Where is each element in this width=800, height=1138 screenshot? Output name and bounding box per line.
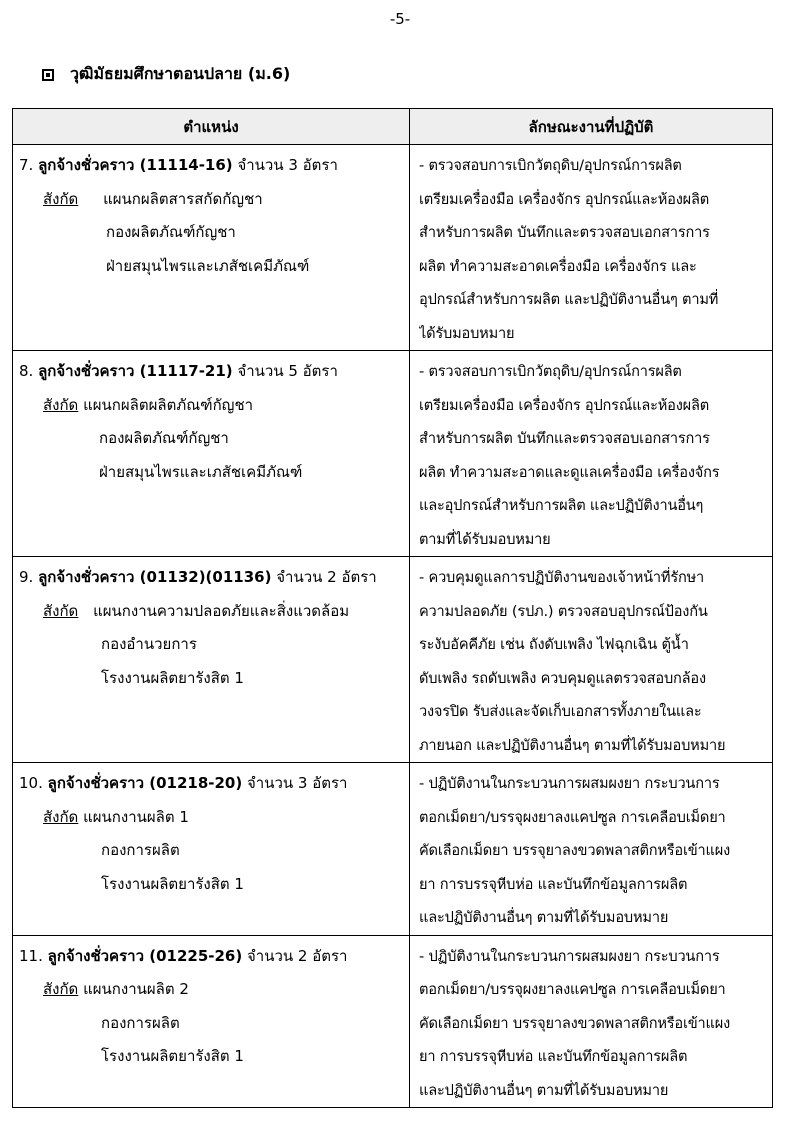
duty-line: ภายนอก และปฏิบัติงานอื่นๆ ตามที่ได้รับมอบหมาย <box>419 736 726 754</box>
duty-line: สำหรับการผลิต บันทึกและตรวจสอบเอกสารการ <box>419 224 710 241</box>
position-title: ลูกจ้างชั่วคราว (01218-20) <box>47 774 243 792</box>
affiliation-label: สังกัด <box>43 601 79 620</box>
table-header-row <box>13 109 773 145</box>
division-name: กองผลิตภัณฑ์กัญชา <box>99 429 229 447</box>
duty-line: และปฏิบัติงานอื่นๆ ตามที่ได้รับมอบหมาย <box>419 909 669 926</box>
section-title <box>42 62 290 87</box>
position-cell <box>13 763 410 936</box>
duty-line: ระงับอัคคีภัย เช่น ถังดับเพลิง ไฟฉุกเฉิน ตู้น้ำ <box>419 636 689 653</box>
duty-line: ผลิต ทำความสะอาดและดูแลเครื่องมือ เครื่องจักร <box>419 463 720 481</box>
position-title: ลูกจ้างชั่วคราว (01132)(01136) <box>38 568 272 586</box>
unit-name: แผนกผลิตผลิตภัณฑ์กัญชา <box>83 395 254 414</box>
row-number: 10. <box>19 774 43 792</box>
unit-name: แผนกงานความปลอดภัยและสิ่งแวดล้อม <box>93 601 350 620</box>
department-name: ฝ่ายสมุนไพรและเภสัชเคมีภัณฑ์ <box>106 256 310 275</box>
duty-line: ผลิต ทำความสะอาดเครื่องมือ เครื่องจักร และ <box>419 257 697 275</box>
duty-line: คัดเลือกเม็ดยา บรรจุยาลงขวดพลาสติกหรือเข้าแผง <box>419 842 731 859</box>
header-position: ตำแหน่ง <box>13 109 410 145</box>
page-number: -5- <box>389 10 411 28</box>
square-bullet-icon <box>42 69 54 81</box>
duties-cell <box>410 557 773 763</box>
position-cell <box>13 935 410 1108</box>
duty-line: - ตรวจสอบการเบิกวัตถุดิบ/อุปกรณ์การผลิต <box>419 363 682 380</box>
duty-line: - ปฏิบัติงานในกระบวนการผสมผงยา กระบวนการ <box>419 775 720 792</box>
position-quota: จำนวน 3 อัตรา <box>237 156 338 174</box>
position-quota: จำนวน 2 อัตรา <box>247 946 348 965</box>
duties-cell <box>410 145 773 351</box>
duty-line: - ควบคุมดูแลการปฏิบัติงานของเจ้าหน้าที่รักษา <box>419 569 705 586</box>
table-row <box>13 351 773 557</box>
duty-line: ยา การบรรจุหีบห่อ และบันทึกข้อมูลการผลิต <box>419 1048 688 1065</box>
duties-cell <box>410 763 773 936</box>
affiliation-label: สังกัด <box>43 395 79 414</box>
duty-line: สำหรับการผลิต บันทึกและตรวจสอบเอกสารการ <box>419 430 710 447</box>
row-number: 7. <box>19 156 34 174</box>
duty-line: ตามที่ได้รับมอบหมาย <box>419 530 551 548</box>
department-name: โรงงานผลิตยารังสิต 1 <box>101 668 244 687</box>
duty-line: และปฏิบัติงานอื่นๆ ตามที่ได้รับมอบหมาย <box>419 1081 669 1099</box>
table-row <box>13 145 773 351</box>
row-number: 9. <box>19 568 34 586</box>
affiliation-label: สังกัด <box>43 980 79 998</box>
position-cell <box>13 557 410 763</box>
unit-name: แผนกงานผลิต 1 <box>83 807 189 826</box>
department-name: โรงงานผลิตยารังสิต 1 <box>101 874 244 893</box>
duty-line: อุปกรณ์สำหรับการผลิต และปฏิบัติงานอื่นๆ ตามที่ <box>419 291 719 308</box>
duty-line: เตรียมเครื่องมือ เครื่องจักร อุปกรณ์และห้องผลิต <box>419 190 710 208</box>
duties-cell <box>410 351 773 557</box>
duty-line: ยา การบรรจุหีบห่อ และบันทึกข้อมูลการผลิต <box>419 875 688 893</box>
header-duties: ลักษณะงานที่ปฏิบัติ <box>410 109 773 145</box>
duty-line: วงจรปิด รับส่งและจัดเก็บเอกสารทั้งภายในและ <box>419 703 702 720</box>
table-row <box>13 763 773 936</box>
duty-line: และอุปกรณ์สำหรับการผลิต และปฏิบัติงานอื่นๆ <box>419 497 704 514</box>
duty-line: คัดเลือกเม็ดยา บรรจุยาลงขวดพลาสติกหรือเข้าแผง <box>419 1014 731 1032</box>
division-name: กองการผลิต <box>101 1013 180 1032</box>
affiliation-label: สังกัด <box>43 189 79 208</box>
position-cell <box>13 351 410 557</box>
duty-line: - ตรวจสอบการเบิกวัตถุดิบ/อุปกรณ์การผลิต <box>419 157 682 174</box>
duty-line: ความปลอดภัย (รปภ.) ตรวจสอบอุปกรณ์ป้องกัน <box>419 602 708 620</box>
positions-table <box>12 108 773 1108</box>
position-title: ลูกจ้างชั่วคราว (01225-26) <box>47 946 243 965</box>
position-title: ลูกจ้างชั่วคราว (11117-21) <box>38 362 233 380</box>
position-cell <box>13 145 410 351</box>
duty-line: เตรียมเครื่องมือ เครื่องจักร อุปกรณ์และห้องผลิต <box>419 396 710 414</box>
division-name: กองการผลิต <box>101 841 180 859</box>
duties-cell <box>410 935 773 1108</box>
unit-name: แผนกงานผลิต 2 <box>83 980 189 998</box>
duty-line: ดับเพลิง รถดับเพลิง ควบคุมดูแลตรวจสอบกล้อง <box>419 669 706 687</box>
position-quota: จำนวน 2 อัตรา <box>276 568 377 586</box>
duty-line: - ปฏิบัติงานในกระบวนการผสมผงยา กระบวนการ <box>419 947 720 965</box>
unit-name: แผนกผลิตสารสกัดกัญชา <box>103 189 263 208</box>
row-number: 8. <box>19 362 34 380</box>
duty-line: ตอกเม็ดยา/บรรจุผงยาลงแคปซูล การเคลือบเม็ดยา <box>419 808 726 826</box>
department-name: ฝ่ายสมุนไพรและเภสัชเคมีภัณฑ์ <box>99 462 303 481</box>
position-quota: จำนวน 3 อัตรา <box>247 774 348 792</box>
division-name: กองผลิตภัณฑ์กัญชา <box>106 223 236 241</box>
position-quota: จำนวน 5 อัตรา <box>237 362 338 380</box>
department-name: โรงงานผลิตยารังสิต 1 <box>101 1047 244 1065</box>
position-title: ลูกจ้างชั่วคราว (11114-16) <box>38 156 233 174</box>
table-row <box>13 557 773 763</box>
duty-line: ได้รับมอบหมาย <box>419 324 515 342</box>
table-row <box>13 935 773 1108</box>
affiliation-label: สังกัด <box>43 807 79 826</box>
section-title-text: วุฒิมัธยมศึกษาตอนปลาย (ม.6) <box>70 64 291 83</box>
division-name: กองอำนวยการ <box>101 635 197 653</box>
duty-line: ตอกเม็ดยา/บรรจุผงยาลงแคปซูล การเคลือบเม็ดยา <box>419 981 726 998</box>
row-number: 11. <box>19 946 43 965</box>
